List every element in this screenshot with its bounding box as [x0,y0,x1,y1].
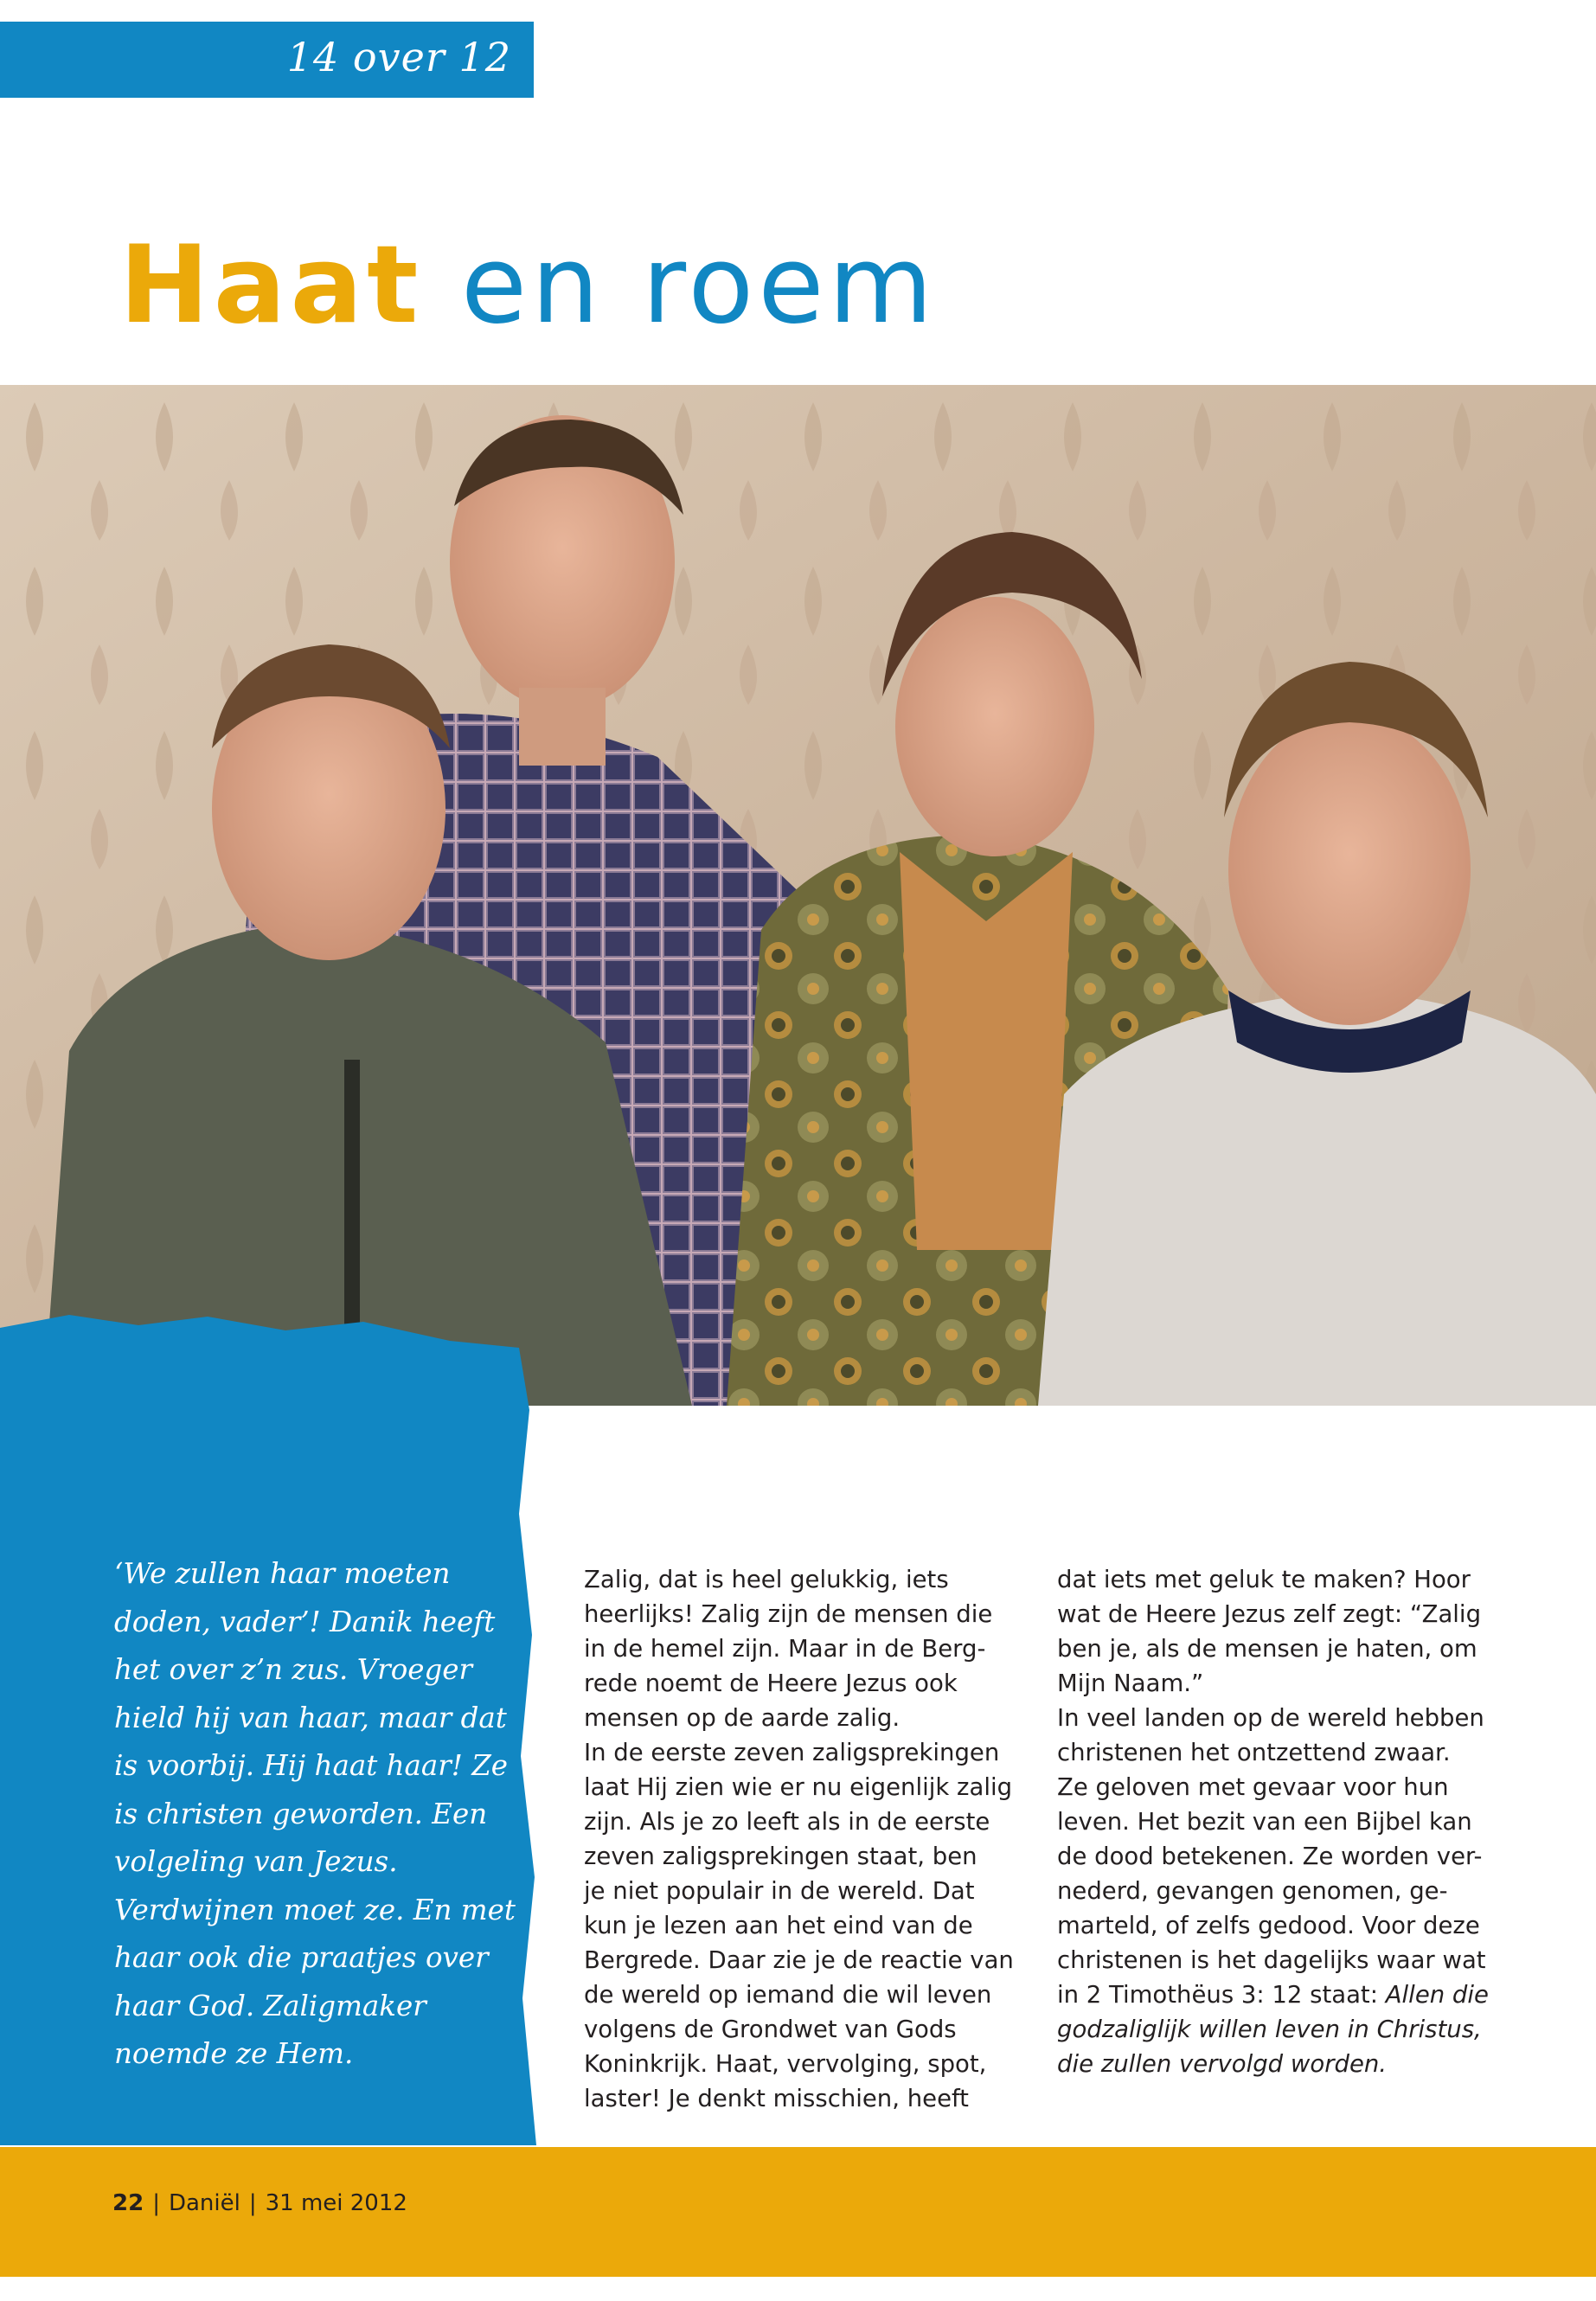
footer-separator-1: | [152,2190,160,2216]
issue-date: 31 mei 2012 [265,2190,407,2216]
footer [112,2190,407,2216]
intro-text: ‘We zullen haar moeten doden, vader’! Danik heeft het over z’n zus. Vroeger hield hij van haar, maar dat is voorbij. Hij haat haar! Ze is christen geworden. Een volgeling van Jezus. Verdwijnen moet ze. En met haar ook die praatjes over haar God. Zaligmaker noemde ze Hem. [114,1557,516,2070]
headline-rest: en roem [460,223,938,348]
footer-separator-2: | [248,2190,257,2216]
family-photo [0,385,1596,1406]
magazine-name: Daniël [168,2190,240,2216]
section-label: 14 over 12 [286,34,511,80]
body-column-2-text: dat iets met geluk te maken? Hoor wat de Heere Jezus zelf zegt: “Zalig ben je, als de mensen je haten, om Mijn Naam.” In veel landen op de wereld hebben christenen het ontzettend zwaar. Ze geloven met gevaar voor hun leven. Het bezit van een Bijbel kan de dood betekenen. Ze worden ver- nederd, gevangen genomen, ge- marteld, of zelfs gedood. Voor deze christenen is het dagelijks waar wat in 2 Timothëus 3: 12 staat: [1057,1566,1486,2009]
page-number: 22 [112,2190,144,2216]
body-column-2 [1057,1562,1494,2081]
body-column-1: Zalig, dat is heel gelukkig, iets heerlijks! Zalig zijn de mensen die in de hemel zijn. Maar in de Berg- rede noemt de Heere Jezus ook mensen op de aarde zalig. In de eerste zeven zaligsprekingen laat Hij zien wie er nu eigenlijk zalig zijn. Als je zo leeft als in de eerste zeven zaligsprekingen staat, ben je niet populair in de wereld. Dat kun je lezen aan het eind van de Bergrede. Daar zie je de reactie van de wereld op iemand die wil leven volgens de Grondwet van Gods Koninkrijk. Haat, vervolging, spot, laster! Je denkt misschien, heeft [584,1566,1014,2112]
headline-strong: Haat [119,223,423,348]
body-column-2-quote: Allen die godzaliglijk willen leven in Christus, die zullen vervolgd worden. [1057,1981,1489,2078]
headline [119,223,938,348]
section-tab [0,22,534,98]
